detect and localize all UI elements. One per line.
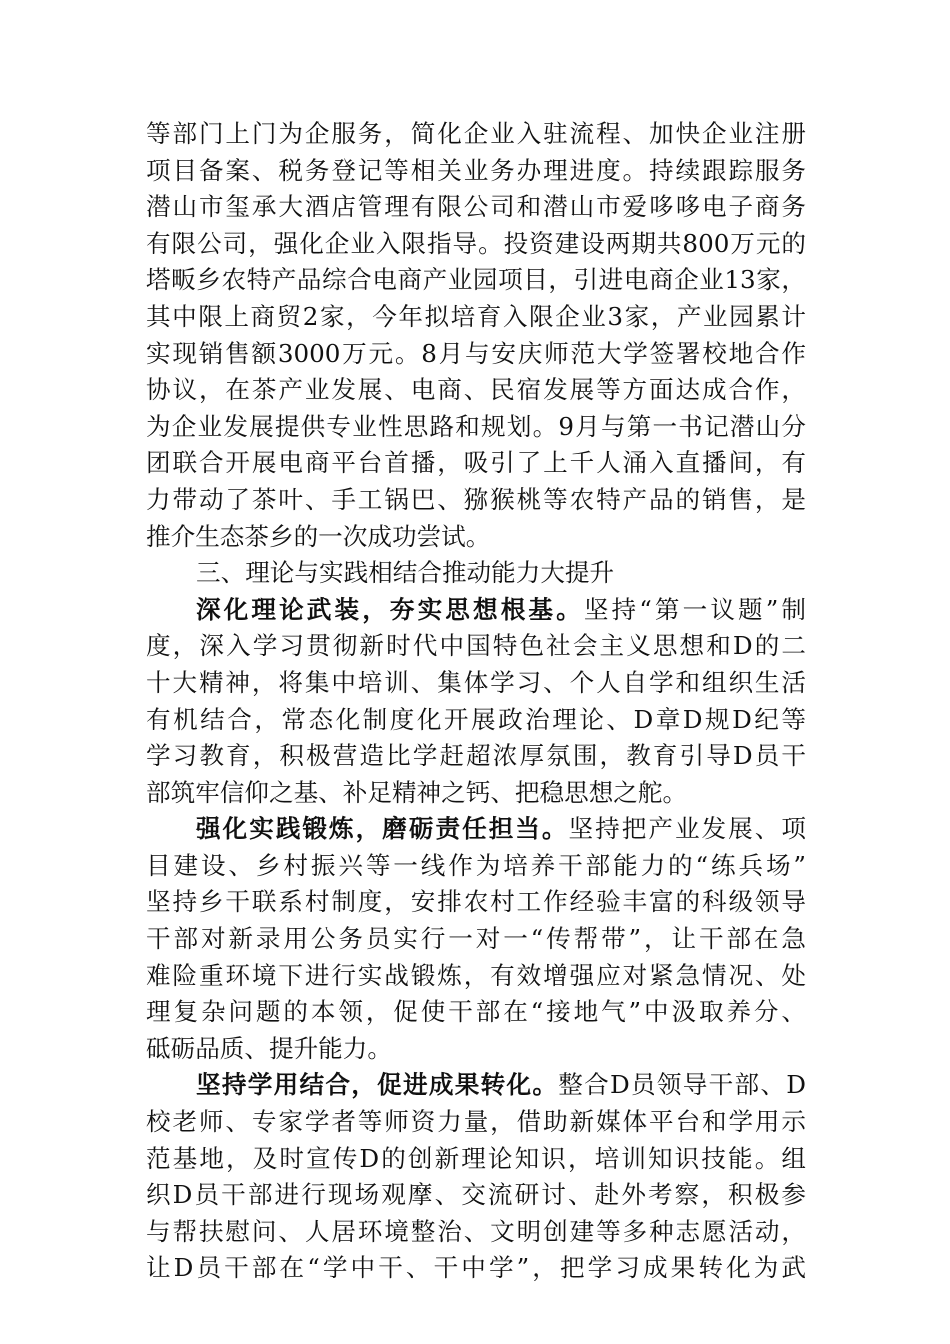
paragraph-line: 塔畈乡农特产品综合电商产业园项目，引进电商企业13家， [146, 265, 806, 295]
paragraph-line: 范基地，及时宣传D的创新理论知识，培训知识技能。组 [146, 1143, 806, 1173]
paragraph-line: 难险重环境下进行实战锻炼，有效增强应对紧急情况、处 [146, 960, 806, 990]
paragraph-line: 为企业发展提供专业性思路和规划。9月与第一书记潜山分 [146, 411, 806, 441]
paragraph-practice [146, 811, 806, 1067]
paragraph-line: 织D员干部进行现场观摩、交流研讨、赴外考察，积极参 [146, 1180, 806, 1210]
paragraph-line: 实现销售额3000万元。8月与安庆师范大学签署校地合作 [146, 338, 806, 368]
document-page [146, 116, 806, 1287]
section-heading: 三、理论与实践相结合推动能力大提升 [196, 558, 615, 588]
paragraph-line: 有限公司，强化企业入限指导。投资建设两期共800万元的 [146, 228, 806, 258]
paragraph-line: 干部对新录用公务员实行一对一“传帮带”，让干部在急 [146, 924, 806, 954]
paragraph-line: 部筑牢信仰之基、补足精神之钙、把稳思想之舵。 [146, 777, 688, 807]
first-line-rest: 坚持把产业发展、项 [568, 814, 806, 844]
paragraph-line: 有机结合，常态化制度化开展政治理论、D章D规D纪等 [146, 704, 806, 734]
paragraph-line: 力带动了茶叶、手工锅巴、猕猴桃等农特产品的销售，是 [146, 484, 806, 514]
first-line-rest: 坚持“第一议题”制 [583, 594, 806, 624]
paragraph-line: 目建设、乡村振兴等一线作为培养干部能力的“练兵场” [146, 850, 806, 880]
paragraph-theory [146, 592, 806, 812]
paragraph-line: 等部门上门为企服务，简化企业入驻流程、加快企业注册 [146, 119, 806, 148]
paragraph-line: 度，深入学习贯彻新时代中国特色社会主义思想和D的二 [146, 631, 806, 661]
paragraph-line: 校老师、专家学者等师资力量，借助新媒体平台和学用示 [146, 1107, 806, 1137]
first-line-rest: 整合D员领导干部、D [558, 1070, 806, 1100]
paragraph-first-line [146, 592, 806, 629]
paragraph-line: 推介生态茶乡的一次成功尝试。 [146, 521, 491, 551]
bold-lead: 深化理论武装，夯实思想根基。 [196, 594, 584, 624]
paragraph-first-line [146, 811, 806, 848]
paragraph-line: 砥砺品质、提升能力。 [146, 1033, 392, 1063]
paragraph-line: 学习教育，积极营造比学赶超浓厚氛围，教育引导D员干 [146, 741, 806, 771]
bold-lead: 坚持学用结合，促进成果转化。 [196, 1070, 559, 1100]
paragraph-line: 与帮扶慰问、人居环境整治、文明创建等多种志愿活动， [146, 1216, 806, 1246]
paragraph-line: 理复杂问题的本领，促使干部在“接地气”中汲取养分、 [146, 997, 806, 1027]
paragraph-line: 潜山市玺承大酒店管理有限公司和潜山市爱哆哆电子商务 [146, 192, 806, 222]
paragraph-line: 项目备案、税务登记等相关业务办理进度。持续跟踪服务 [146, 155, 806, 185]
paragraph-line: 其中限上商贸2家，今年拟培育入限企业3家，产业园累计 [146, 301, 806, 331]
paragraph-line: 团联合开展电商平台首播，吸引了上千人涌入直播间，有 [146, 448, 806, 478]
paragraph-line: 让D员干部在“学中干、干中学”，把学习成果转化为武 [146, 1253, 806, 1283]
paragraph-services [146, 116, 806, 555]
paragraph-line: 坚持乡干联系村制度，安排农村工作经验丰富的科级领导 [146, 887, 806, 917]
bold-lead: 强化实践锻炼，磨砺责任担当。 [196, 814, 569, 844]
paragraph-learning [146, 1067, 806, 1287]
paragraph-first-line [146, 1067, 806, 1104]
paragraph-line: 协议，在茶产业发展、电商、民宿发展等方面达成合作， [146, 375, 806, 405]
paragraph-line: 十大精神，将集中培训、集体学习、个人自学和组织生活 [146, 667, 806, 697]
